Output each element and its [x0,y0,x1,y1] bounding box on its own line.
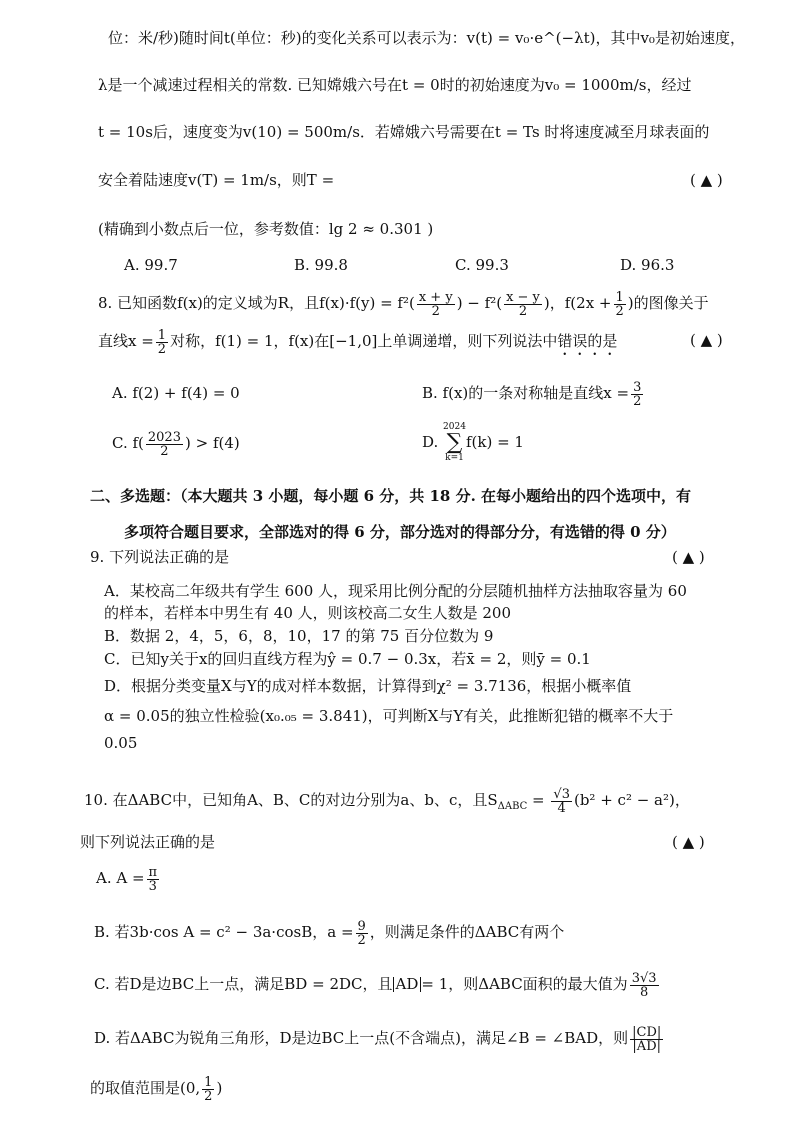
q8-half-den: 2 [157,341,167,357]
q9-stem: 9. 下列说法正确的是 [90,548,230,566]
q10-option-d-line2-fraction [202,1076,214,1103]
q9-option-b: B．数据 2，4，5，6，8，10，17 的第 75 百分位数为 9 [104,627,494,645]
q8-sum-symbol [443,423,466,463]
q10-option-b-den: 2 [357,932,366,948]
q8-fraction-1 [417,291,455,318]
q8-answer-blank: ( ▲ ) [690,331,723,349]
sigma-icon: ∑ [446,430,463,455]
q8-option-d-label: D. [422,433,439,451]
q7-option-d: D. 96.3 [620,256,675,274]
q10-area-subscript: ΔABC [497,801,528,812]
q10-stem-num: √3 [553,786,570,802]
q10-option-c-den: 8 [639,984,649,1000]
q10-option-c-abs: AD [393,977,422,992]
q10-stem-line-1 [84,778,690,829]
q10-option-c-fraction [630,972,659,999]
q8-emphasis: 错误的是 [557,332,618,350]
q7-line-3: t = 10s后，速度变为v(10) = 500m/s．若嫦娥六号需要在t = Ts 时将速度减至月球表面的 [98,123,710,141]
q10-stem-b: (b² + c² − a²)， [573,791,690,809]
q8-fraction-2-num: x − y [506,289,540,305]
q10-option-d-line2-a: 的取值范围是(0, [90,1079,201,1097]
q10-option-d-line-2 [90,1066,222,1110]
q7-option-c: C. 99.3 [455,256,509,274]
q8-half-num: 1 [157,327,167,343]
q8-option-c-text-a: C. f( [112,434,144,452]
q8-option-b-fraction [631,381,643,408]
q8-fraction-3-num: 1 [615,289,624,305]
q8-fraction-1-den: 2 [431,303,440,319]
q8-option-c [112,425,240,461]
q8-fraction-2 [504,291,542,318]
q8-option-b-num: 3 [633,379,642,395]
section2-heading-line-2: 多项符合题目要求，全部选对的得 6 分，部分选对的得部分分，有选错的得 0 分） [124,523,676,541]
q10-option-a-num: π [148,864,158,880]
q10-option-c-text-a: C. 若D是边BC上一点，满足BD = 2DC，且 [94,975,393,993]
q10-option-d-den: |AD| [632,1038,661,1054]
q10-option-a-den: 3 [148,878,157,894]
q10-option-c [94,962,661,1006]
q9-option-c: C．已知y关于x的回归直线方程为ŷ = 0.7 − 0.3x，若x̄ = 2，则ȳ = 0.1 [104,650,591,668]
q8-line2-b: 对称，f(1) = 1，f(x)在[−1,0]上单调递增，则下列说法中 [170,332,558,350]
q8-option-d-text: f(k) = 1 [465,433,524,451]
q10-option-a-fraction [147,866,160,893]
q10-stem-line-2: 则下列说法正确的是 [80,833,216,851]
q10-option-a [96,856,161,900]
q8-fraction-3-den: 2 [615,303,624,319]
q10-option-b [94,910,564,954]
q7-line-2: λ是一个减速过程相关的常数. 已知嫦娥六号在t = 0时的初始速度为v₀ = 1000m/s，经过 [98,76,692,94]
q8-text-b: ) − f²( [456,294,503,312]
q8-stem-line-1 [98,286,709,320]
q8-stem-line-2 [98,324,617,359]
q10-answer-blank: ( ▲ ) [672,833,705,851]
q10-option-c-num: 3√3 [631,970,657,986]
section2-heading-line-1: 二、多选题：（本大题共 3 小题，每小题 6 分，共 18 分. 在每小题给出的四个选项中，有 [90,487,692,505]
q8-option-c-fraction [146,431,183,458]
q10-stem-den: 4 [557,800,566,816]
q9-option-a-line-2: 的样本，若样本中男生有 40 人，则该校高二女生人数是 200 [104,604,512,622]
q8-option-d [422,418,524,466]
q8-option-c-text-b: ) > f(4) [184,434,240,452]
q9-option-d-line-3: 0.05 [104,734,138,752]
q8-option-b-text: B. f(x)的一条对称轴是直线x = [422,384,630,402]
q8-line2-a: 直线x = [98,332,154,350]
q10-stem-a: 10. 在ΔABC中，已知角A、B、C的对边分别为a、b、c，且S [84,791,498,809]
q10-option-b-num: 9 [357,918,366,934]
q8-text-d: )的图像关于 [627,294,709,312]
q10-stem-fraction [551,788,572,815]
q8-option-c-num: 2023 [147,429,181,445]
q9-option-d-line-2: α = 0.05的独立性检验(x₀.₀₅ = 3.841)，可判断X与Y有关，此推断犯错的概率不大于 [104,707,674,725]
q8-sum-lower: k=1 [445,453,464,463]
q9-option-d-line-1: D．根据分类变量X与Y的成对样本数据，计算得到χ² = 3.7136，根据小概率值 [104,677,632,695]
q7-option-b: B. 99.8 [294,256,348,274]
q8-option-a: A. f(2) + f(4) = 0 [112,384,240,402]
q7-line-1: 位：米/秒)随时间t(单位：秒)的变化关系可以表示为：v(t) = v₀·e^(−λt)，其中v₀是初始速度， [108,29,745,47]
q7-note: (精确到小数点后一位，参考数值：lg 2 ≈ 0.301 ) [98,220,434,238]
q10-option-d-line-1 [94,1016,665,1060]
q10-option-d-fraction [630,1026,663,1053]
q9-answer-blank: ( ▲ ) [672,548,705,566]
q8-number: 8. [98,294,113,312]
q8-fraction-1-num: x + y [418,289,453,305]
q10-option-b-text-a: B. 若3b·cos A = c² − 3a·cosB，a = [94,923,354,941]
q10-option-d-line2-b: ) [216,1079,223,1097]
q10-option-d-text: D. 若ΔABC为锐角三角形，D是边BC上一点(不含端点)，满足∠B = ∠BAD，则 [94,1029,629,1047]
q10-option-d-line2-den: 2 [204,1088,213,1104]
q7-answer-blank: ( ▲ ) [690,171,723,189]
q8-option-b-den: 2 [633,393,642,409]
q10-option-d-num: |CD| [632,1024,662,1040]
q8-text-a: 已知函数f(x)的定义域为R，且f(x)·f(y) = f²( [117,294,415,312]
q7-option-a: A. 99.7 [124,256,178,274]
q10-option-c-text-b: = 1，则ΔABC面积的最大值为 [421,975,628,993]
q10-option-b-fraction [356,920,368,947]
q10-option-d-line2-num: 1 [204,1074,213,1090]
q8-fraction-2-den: 2 [518,303,528,319]
q8-text-c: )，f(2x + [543,294,612,312]
q8-option-c-den: 2 [160,443,169,459]
q10-option-a-text: A. A = [96,869,145,887]
q8-fraction-3 [614,291,626,318]
q10-option-b-text-b: ，则满足条件的ΔABC有两个 [369,923,565,941]
q8-option-b [422,375,645,411]
q10-equals: = [532,791,545,809]
q8-half-fraction [156,329,168,356]
q7-line-4: 安全着陆速度v(T) = 1m/s，则T = [98,171,335,189]
q9-option-a-line-1: A．某校高二年级共有学生 600 人，现采用比例分配的分层随机抽样方法抽取容量为 60 [104,582,687,600]
q8-sum-upper: 2024 [443,422,466,432]
